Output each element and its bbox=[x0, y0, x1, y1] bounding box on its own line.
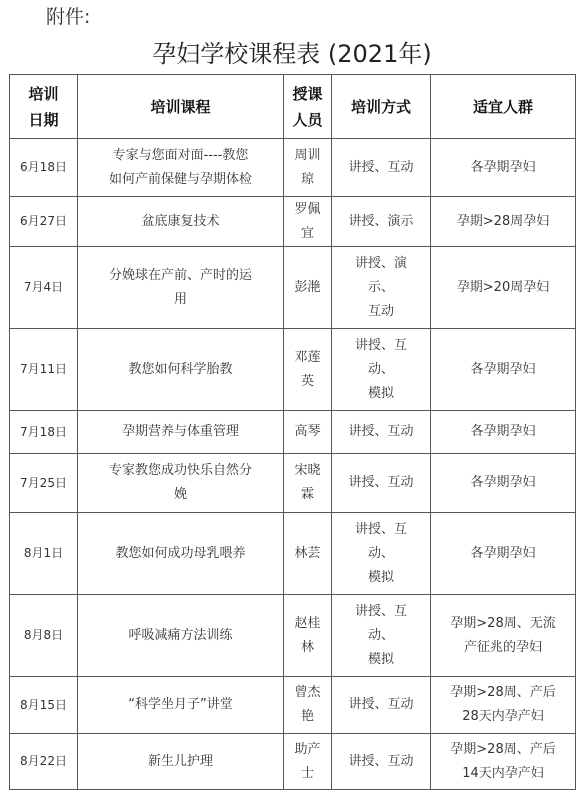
header-audience: 适宜人群 bbox=[431, 75, 576, 139]
cell-course: 呼吸减痛方法训练 bbox=[78, 595, 284, 677]
cell-course: 分娩球在产前、产时的运 用 bbox=[78, 247, 284, 329]
header-teacher: 授课 人员 bbox=[284, 75, 332, 139]
cell-teacher: 助产 士 bbox=[284, 734, 332, 790]
cell-teacher: 林芸 bbox=[284, 513, 332, 595]
table-header-row bbox=[10, 75, 576, 139]
cell-course: 专家与您面对面----教您 如何产前保健与孕期体检 bbox=[78, 139, 284, 197]
cell-course: “科学坐月子”讲堂 bbox=[78, 677, 284, 734]
cell-audience: 各孕期孕妇 bbox=[431, 411, 576, 454]
cell-course: 盆底康复技术 bbox=[78, 197, 284, 247]
cell-teacher: 彭滟 bbox=[284, 247, 332, 329]
cell-date: 6月27日 bbox=[10, 197, 78, 247]
cell-teacher: 宋晓 霖 bbox=[284, 454, 332, 513]
cell-date: 8月8日 bbox=[10, 595, 78, 677]
cell-method: 讲授、互动 bbox=[332, 411, 431, 454]
cell-course: 教您如何科学胎教 bbox=[78, 329, 284, 411]
table-row bbox=[10, 411, 576, 454]
cell-method: 讲授、演示 bbox=[332, 197, 431, 247]
course-schedule-table bbox=[9, 74, 576, 790]
header-course: 培训课程 bbox=[78, 75, 284, 139]
cell-course: 专家教您成功快乐自然分 娩 bbox=[78, 454, 284, 513]
table-row bbox=[10, 139, 576, 197]
header-method: 培训方式 bbox=[332, 75, 431, 139]
cell-audience: 孕期>28周、产后 14天内孕产妇 bbox=[431, 734, 576, 790]
cell-date: 7月4日 bbox=[10, 247, 78, 329]
cell-date: 8月15日 bbox=[10, 677, 78, 734]
cell-teacher: 高琴 bbox=[284, 411, 332, 454]
cell-method: 讲授、互 动、 模拟 bbox=[332, 329, 431, 411]
table-row bbox=[10, 197, 576, 247]
cell-teacher: 曾杰 艳 bbox=[284, 677, 332, 734]
cell-date: 7月11日 bbox=[10, 329, 78, 411]
cell-teacher: 罗佩 宜 bbox=[284, 197, 332, 247]
table-row bbox=[10, 513, 576, 595]
cell-audience: 孕期>28周、无流 产征兆的孕妇 bbox=[431, 595, 576, 677]
cell-audience: 各孕期孕妇 bbox=[431, 513, 576, 595]
cell-method: 讲授、互 动、 模拟 bbox=[332, 513, 431, 595]
cell-date: 8月1日 bbox=[10, 513, 78, 595]
cell-audience: 各孕期孕妇 bbox=[431, 454, 576, 513]
table-row bbox=[10, 677, 576, 734]
cell-teacher: 周训 琼 bbox=[284, 139, 332, 197]
cell-audience: 各孕期孕妇 bbox=[431, 139, 576, 197]
cell-audience: 孕期>28周孕妇 bbox=[431, 197, 576, 247]
cell-audience: 孕期>20周孕妇 bbox=[431, 247, 576, 329]
cell-course: 孕期营养与体重管理 bbox=[78, 411, 284, 454]
cell-method: 讲授、演 示、 互动 bbox=[332, 247, 431, 329]
cell-method: 讲授、互动 bbox=[332, 139, 431, 197]
cell-date: 7月25日 bbox=[10, 454, 78, 513]
cell-date: 8月22日 bbox=[10, 734, 78, 790]
cell-teacher: 赵桂 林 bbox=[284, 595, 332, 677]
cell-method: 讲授、互动 bbox=[332, 734, 431, 790]
cell-method: 讲授、互动 bbox=[332, 454, 431, 513]
cell-audience: 各孕期孕妇 bbox=[431, 329, 576, 411]
cell-method: 讲授、互 动、 模拟 bbox=[332, 595, 431, 677]
table-row bbox=[10, 454, 576, 513]
table-row bbox=[10, 734, 576, 790]
cell-date: 6月18日 bbox=[10, 139, 78, 197]
cell-method: 讲授、互动 bbox=[332, 677, 431, 734]
cell-course: 新生儿护理 bbox=[78, 734, 284, 790]
cell-date: 7月18日 bbox=[10, 411, 78, 454]
cell-teacher: 邓莲 英 bbox=[284, 329, 332, 411]
table-row bbox=[10, 595, 576, 677]
table-row bbox=[10, 247, 576, 329]
table-row bbox=[10, 329, 576, 411]
cell-audience: 孕期>28周、产后 28天内孕产妇 bbox=[431, 677, 576, 734]
attachment-label: 附件: bbox=[46, 6, 91, 28]
page-title: 孕妇学校课程表 (2021年) bbox=[152, 40, 432, 68]
cell-course: 教您如何成功母乳喂养 bbox=[78, 513, 284, 595]
header-date: 培训 日期 bbox=[10, 75, 78, 139]
